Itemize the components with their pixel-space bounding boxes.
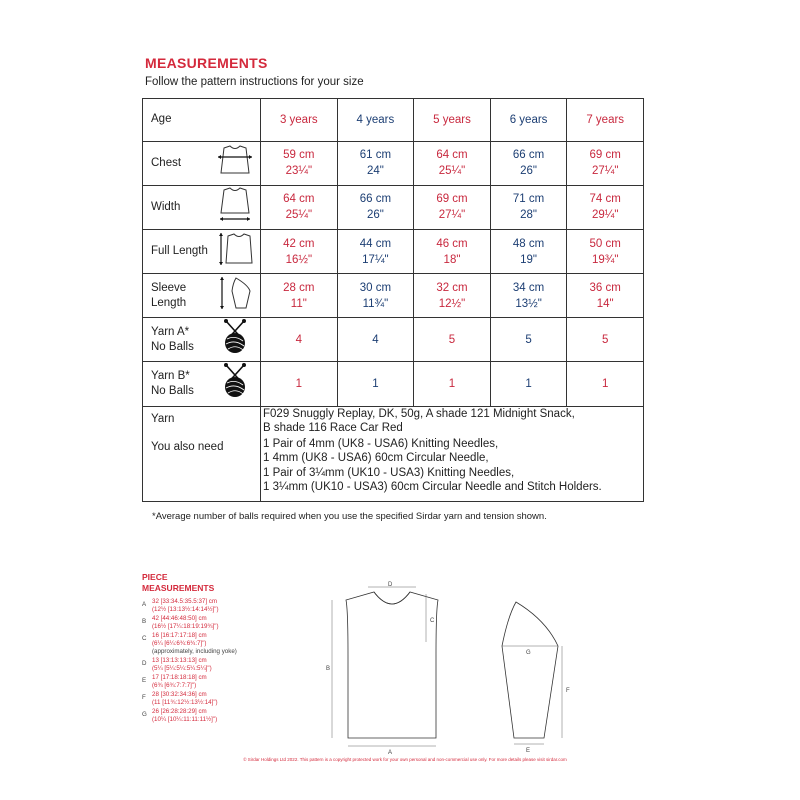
measurement-value: 11¾" [362, 297, 389, 310]
body-diagram [332, 587, 438, 746]
need-line: 1 3¼mm (UK10 - USA3) 60cm Circular Needle and Stitch Holders. [263, 481, 602, 494]
piece-measurement-line: 17 [17:18:18:18] cm [152, 674, 207, 682]
measurement-value: 4 [372, 333, 379, 346]
row-label-wrap [151, 231, 260, 272]
measurement-row-label [143, 274, 261, 318]
measurement-cell [490, 274, 567, 318]
page-title: MEASUREMENTS [145, 55, 268, 71]
measurement-cell [337, 362, 414, 406]
measurement-value: 32 cm [436, 281, 468, 294]
measurement-value: 1 [448, 377, 456, 390]
measurement-value: 66 cm [359, 193, 392, 206]
piece-measurement-line: (6¼ [6¼:6¾:6¾:7]") [152, 639, 207, 647]
measurement-cell [414, 141, 491, 185]
row-label-text [151, 200, 180, 215]
measurement-value: 34 cm [512, 281, 545, 294]
yarn-row [143, 406, 644, 436]
measurement-value: 27¼" [591, 165, 619, 178]
measurement-cell [261, 274, 338, 318]
measurement-value: 27¼" [438, 209, 466, 222]
page-subtitle: Follow the pattern instructions for your size [145, 76, 364, 88]
piece-measurement-line: 28 [30:32:34:36] cm [152, 691, 207, 699]
measurement-value: 5 [525, 333, 532, 346]
measurement-cell [567, 141, 644, 185]
measurement-value: 36 cm [589, 281, 621, 294]
measurement-value: 46 cm [436, 237, 468, 250]
also-need-list [261, 437, 644, 502]
piece-measurement-line: (5¼ [5¼:5¼:5¼:5¼]") [152, 664, 212, 672]
yarn-ball-icon [216, 319, 254, 360]
measurement-value: 1 [372, 377, 379, 390]
measurement-value: 13½" [515, 297, 542, 310]
row-label-line: Length [151, 296, 187, 309]
measurement-row [143, 318, 644, 362]
measurement-value: 64 cm [283, 193, 315, 206]
piece-measurement-line: 26 [26:28:28:29] cm [152, 708, 207, 716]
measurement-row-label [143, 362, 261, 406]
need-line: 1 Pair of 4mm (UK8 - USA6) Knitting Needles, [263, 437, 499, 450]
measurement-cell [567, 362, 644, 406]
measurement-row-label [143, 141, 261, 185]
row-label-wrap [151, 275, 260, 316]
width-diagram-icon [216, 187, 254, 228]
piece-key: C [142, 635, 147, 643]
yarn-line: B shade 116 Race Car Red [263, 422, 403, 435]
body-outline [346, 592, 438, 738]
measurement-value: 23¼" [285, 165, 313, 178]
yarn-label: Yarn [143, 406, 261, 436]
measurement-cell [414, 229, 491, 273]
measurement-value: 28" [520, 209, 538, 222]
measurement-value: 28 cm [283, 281, 315, 294]
measurement-row-label [143, 229, 261, 273]
measurement-cell [261, 318, 338, 362]
measurement-value: 5 [601, 333, 609, 346]
measurement-cell [337, 318, 414, 362]
measurement-value: 18" [443, 253, 461, 266]
piece-measurement-item [142, 632, 332, 655]
measurement-value: 59 cm [283, 149, 315, 162]
measurement-cell [490, 141, 567, 185]
measurement-cell [414, 362, 491, 406]
label-a: A [388, 750, 393, 755]
chest-diagram-icon [216, 143, 254, 184]
piece-title-line: PIECE [142, 572, 168, 582]
measurement-value: 11" [290, 297, 307, 310]
measurement-value: 50 cm [589, 237, 621, 250]
piece-measurements-list [142, 598, 332, 725]
sleeve-length-diagram-icon [216, 275, 254, 316]
measurement-value: 4 [295, 333, 302, 346]
measurement-value: 17¼" [362, 253, 389, 266]
garment-diagrams [318, 580, 588, 755]
measurement-value: 69 cm [436, 193, 468, 206]
sleeve-diagram [502, 602, 562, 744]
piece-measurement-item [142, 598, 332, 614]
measurement-cell [414, 318, 491, 362]
measurement-row [143, 185, 644, 229]
measurement-value: 61 cm [359, 149, 392, 162]
measurement-value: 44 cm [359, 237, 392, 250]
measurement-value: 19" [520, 253, 538, 266]
row-label-text [151, 325, 194, 355]
measurements-table [142, 98, 644, 502]
piece-key: E [142, 677, 147, 685]
measurement-row [143, 141, 644, 185]
piece-measurement-line: (16½ [17¼:18:19:19¾]") [152, 622, 219, 630]
age-header: 3 years [261, 99, 338, 142]
measurement-value: 48 cm [512, 237, 545, 250]
label-d: D [388, 582, 393, 588]
full-length-diagram-icon [216, 231, 254, 272]
measurement-value: 19¾" [591, 253, 619, 266]
piece-measurement-item [142, 708, 332, 724]
measurement-cell [567, 318, 644, 362]
measurement-cell [337, 229, 414, 273]
measurement-cell [337, 141, 414, 185]
measurement-value: 25¼" [438, 165, 466, 178]
row-label-text [151, 369, 194, 399]
measurement-cell [261, 229, 338, 273]
measurement-cell [567, 274, 644, 318]
piece-key: G [142, 711, 147, 719]
label-b: B [326, 666, 331, 672]
piece-key: A [142, 601, 147, 608]
measurement-cell [567, 185, 644, 229]
measurement-row-label [143, 185, 261, 229]
measurement-value: 26" [366, 209, 384, 222]
need-line: 1 4mm (UK8 - USA6) 60cm Circular Needle, [263, 452, 489, 465]
row-label-line: Chest [151, 156, 182, 169]
measurement-value: 1 [295, 377, 302, 390]
measurement-value: 66 cm [512, 149, 545, 162]
measurement-value: 1 [601, 377, 609, 390]
row-label-line: No Balls [151, 384, 194, 397]
label-c: C [430, 618, 435, 624]
measurement-value: 1 [525, 377, 532, 390]
measurement-cell [337, 274, 414, 318]
row-label-wrap [151, 319, 260, 360]
piece-measurement-line: 32 [33:34.5:35.5:37] cm [152, 598, 218, 605]
yarn-ball-icon [216, 363, 254, 404]
sleeve-outline [502, 602, 558, 738]
row-label-text [151, 244, 208, 259]
piece-measurement-line: (10¼ [10¼:11:11:11½]") [152, 716, 218, 724]
measurement-value: 69 cm [589, 149, 621, 162]
measurement-cell [337, 185, 414, 229]
measurement-cell [567, 229, 644, 273]
piece-measurement-line: (12½ [13:13½:14:14½]") [152, 605, 219, 613]
measurement-value: 12½" [438, 297, 466, 310]
row-label-line: No Balls [151, 340, 194, 353]
piece-key: F [142, 694, 146, 702]
also-need-label: You also need [143, 437, 261, 502]
neckline [374, 592, 410, 604]
label-e: E [526, 748, 531, 754]
piece-measurement-line: (approximately, including yoke) [152, 647, 237, 655]
measurement-value: 30 cm [359, 281, 392, 294]
measurement-cell [490, 362, 567, 406]
measurement-value: 24" [366, 165, 384, 178]
age-header: 5 years [414, 99, 491, 142]
measurement-cell [414, 274, 491, 318]
measurement-value: 16½" [285, 253, 313, 266]
age-header: 4 years [337, 99, 414, 142]
measurement-row [143, 362, 644, 406]
measurement-value: 74 cm [589, 193, 621, 206]
piece-key: B [142, 618, 147, 626]
piece-measurement-item [142, 615, 332, 631]
row-label-wrap [151, 143, 260, 184]
copyright-footer: © Sirdar Holdings Ltd 2022. This pattern is a copyright protected work for your own personal and non-commercial use only. For more details please visit sirdar.com [243, 757, 567, 762]
piece-measurement-line: 13 [13:13:13:13] cm [152, 657, 207, 665]
row-label-line: Yarn A* [151, 325, 190, 338]
piece-measurement-line: (11 [11¾:12½:13½:14]") [152, 699, 218, 707]
piece-measurements-title [142, 572, 214, 594]
measurement-value: 26" [520, 165, 538, 178]
yarn-description [261, 406, 644, 436]
piece-measurement-line: 42 [44:46:48:50] cm [152, 615, 207, 623]
age-row [143, 99, 644, 142]
measurement-cell [261, 141, 338, 185]
also-need-row [143, 437, 644, 502]
piece-measurement-item [142, 691, 332, 707]
measurement-cell [490, 229, 567, 273]
measurement-cell [490, 185, 567, 229]
measurement-cell [414, 185, 491, 229]
row-label-line: Width [151, 200, 181, 213]
row-label-line: Full Length [151, 245, 208, 258]
measurement-row-label [143, 318, 261, 362]
measurement-cell [261, 185, 338, 229]
label-f: F [566, 688, 570, 694]
measurement-cell [490, 318, 567, 362]
measurement-value: 29¼" [591, 209, 619, 222]
measurement-row [143, 229, 644, 273]
row-label-line: Sleeve [151, 281, 187, 294]
row-label-line: Yarn B* [151, 369, 190, 382]
piece-title-line: MEASUREMENTS [142, 583, 215, 593]
need-line: 1 Pair of 3¼mm (UK10 - USA3) Knitting Needles, [263, 466, 515, 479]
piece-measurement-line: 16 [16:17:17:18] cm [152, 632, 207, 640]
row-label-wrap [151, 187, 260, 228]
measurement-value: 14" [596, 297, 614, 310]
age-header: 6 years [490, 99, 567, 142]
measurement-cell [261, 362, 338, 406]
age-header: 7 years [567, 99, 644, 142]
measurement-value: 5 [448, 333, 456, 346]
measurement-value: 25¼" [285, 209, 313, 222]
piece-measurement-line: (6¾ [6¾:7:7:7]") [152, 681, 197, 689]
measurement-value: 64 cm [436, 149, 468, 162]
row-label-text [151, 281, 186, 311]
row-label-wrap [151, 363, 260, 404]
piece-key: D [142, 660, 147, 668]
age-label: Age [143, 99, 261, 142]
piece-measurement-item [142, 674, 332, 690]
balls-footnote: *Average number of balls required when you use the specified Sirdar yarn and tension shown. [152, 511, 547, 522]
measurement-value: 71 cm [512, 193, 545, 206]
yarn-line: F029 Snuggly Replay, DK, 50g, A shade 121 Midnight Snack, [263, 407, 575, 420]
measurement-value: 42 cm [283, 237, 315, 250]
piece-measurement-item [142, 657, 332, 673]
row-label-text [151, 156, 181, 171]
measurement-row [143, 274, 644, 318]
label-g: G [526, 650, 531, 656]
